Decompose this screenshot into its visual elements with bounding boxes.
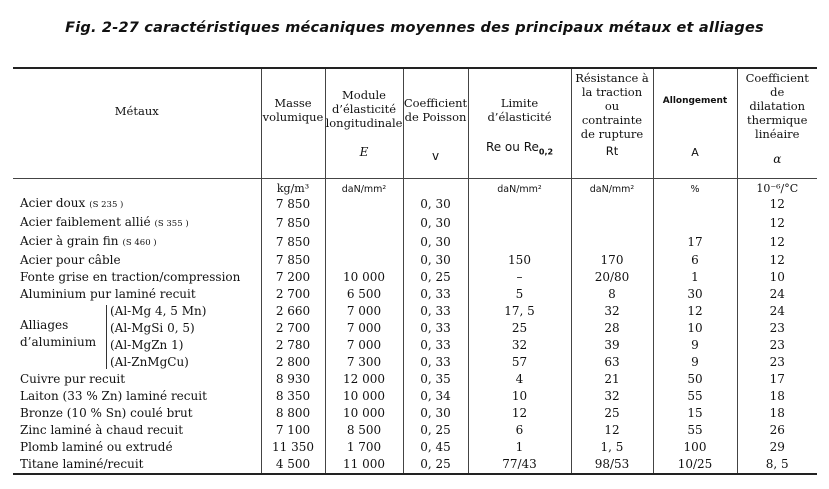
- cell-limite: 6: [468, 422, 571, 439]
- unit-masse: kg/m³: [261, 179, 325, 196]
- cell-masse: 7 100: [261, 422, 325, 439]
- header-module-line2: d’élasticité: [331, 102, 397, 116]
- cell-module: [325, 233, 403, 252]
- cell-poisson: 0, 30: [403, 214, 468, 233]
- header-masse-line1: Masse: [274, 96, 312, 110]
- table-row: [13, 354, 817, 371]
- cell-allongement: 15: [653, 405, 737, 422]
- unit-allongement: %: [653, 179, 737, 196]
- cell-dilatation: 12: [737, 214, 817, 233]
- metal-grade-note: (S 355 ): [154, 219, 189, 229]
- cell-module: 8 500: [325, 422, 403, 439]
- cell-allongement: 55: [653, 422, 737, 439]
- metal-name: Fonte grise en traction/compression: [20, 270, 241, 284]
- header-resistance-line1: Résistance à: [575, 71, 649, 85]
- header-module-line1: Module: [342, 88, 386, 102]
- cell-metal: [13, 439, 261, 456]
- header-limite: [468, 68, 571, 179]
- table-row: [13, 337, 817, 354]
- cell-masse: 2 660: [261, 303, 325, 320]
- cell-dilatation: 23: [737, 337, 817, 354]
- cell-allongement: 17: [653, 233, 737, 252]
- metal-grade-note: (S 235 ): [89, 200, 124, 210]
- unit-resistance: daN/mm²: [571, 179, 653, 196]
- cell-resistance: 8: [571, 286, 653, 303]
- cell-poisson: 0, 30: [403, 252, 468, 269]
- cell-limite: 57: [468, 354, 571, 371]
- cell-module: 6 500: [325, 286, 403, 303]
- cell-dilatation: 23: [737, 354, 817, 371]
- cell-poisson: 0, 25: [403, 456, 468, 474]
- cell-masse: 2 800: [261, 354, 325, 371]
- header-metaux-label: Métaux: [114, 104, 159, 118]
- table-row: [13, 371, 817, 388]
- cell-limite: 1: [468, 439, 571, 456]
- cell-resistance: 12: [571, 422, 653, 439]
- metal-name: Laiton (33 % Zn) laminé recuit: [20, 389, 207, 403]
- cell-poisson: 0, 30: [403, 195, 468, 214]
- cell-poisson: 0, 33: [403, 286, 468, 303]
- header-limite-symbol-text: Re ou Re: [485, 140, 539, 154]
- header-resistance: [571, 68, 653, 179]
- table-row: [13, 214, 817, 233]
- header-metaux: [13, 68, 261, 179]
- cell-allongement: [653, 195, 737, 214]
- cell-limite: 17, 5: [468, 303, 571, 320]
- cell-masse: 2 780: [261, 337, 325, 354]
- metal-name: (Al-ZnMgCu): [110, 355, 189, 369]
- cell-resistance: 28: [571, 320, 653, 337]
- metal-grade-note: (S 460 ): [122, 238, 157, 248]
- cell-dilatation: 18: [737, 405, 817, 422]
- cell-allongement: 10/25: [653, 456, 737, 474]
- cell-allongement: 30: [653, 286, 737, 303]
- cell-resistance: 32: [571, 303, 653, 320]
- cell-resistance: 1, 5: [571, 439, 653, 456]
- metal-name: Bronze (10 % Sn) coulé brut: [20, 406, 193, 420]
- units-metaux: [13, 179, 261, 196]
- cell-masse: 7 850: [261, 214, 325, 233]
- table-row: [13, 422, 817, 439]
- header-dilatation-symbol: α: [773, 152, 782, 166]
- header-module-line3: longitudinale: [325, 116, 403, 130]
- cell-dilatation: 12: [737, 252, 817, 269]
- table-row: [13, 233, 817, 252]
- cell-module: [325, 214, 403, 233]
- metal-name: (Al-MgSi 0, 5): [110, 321, 195, 335]
- cell-limite: 25: [468, 320, 571, 337]
- cell-metal: [13, 405, 261, 422]
- cell-resistance: 25: [571, 405, 653, 422]
- header-dilatation: [737, 68, 817, 179]
- cell-metal: [13, 286, 261, 303]
- header-resistance-symbol: Rt: [605, 144, 619, 158]
- cell-dilatation: 18: [737, 388, 817, 405]
- cell-dilatation: 8, 5: [737, 456, 817, 474]
- cell-allongement: 100: [653, 439, 737, 456]
- table-row: [13, 195, 817, 214]
- header-module: [325, 68, 403, 179]
- cell-module: 10 000: [325, 388, 403, 405]
- cell-resistance: 32: [571, 388, 653, 405]
- header-poisson-line1: Coefficient: [403, 96, 468, 110]
- figure-title: Fig. 2-27 caractéristiques mécaniques moyennes des principaux métaux et alliages: [65, 20, 764, 36]
- cell-allongement: 10: [653, 320, 737, 337]
- header-resistance-line2: la traction: [581, 85, 643, 99]
- cell-masse: 2 700: [261, 320, 325, 337]
- cell-allongement: 9: [653, 354, 737, 371]
- cell-resistance: 63: [571, 354, 653, 371]
- cell-limite: –: [468, 269, 571, 286]
- header-masse-line2: volumique: [262, 110, 324, 124]
- table-row: [13, 286, 817, 303]
- cell-allongement: 9: [653, 337, 737, 354]
- unit-module: daN/mm²: [325, 179, 403, 196]
- cell-poisson: 0, 25: [403, 269, 468, 286]
- cell-masse: 4 500: [261, 456, 325, 474]
- metal-name: Titane laminé/recuit: [20, 457, 144, 471]
- header-module-symbol: E: [359, 145, 369, 159]
- table-row: [13, 303, 817, 320]
- table-row: [13, 320, 817, 337]
- header-dilatation-line2: de: [770, 85, 785, 99]
- header-dilatation-line5: linéaire: [755, 127, 800, 141]
- metal-name: Acier faiblement allié: [20, 215, 151, 229]
- cell-poisson: 0, 33: [403, 337, 468, 354]
- cell-module: 1 700: [325, 439, 403, 456]
- cell-module: [325, 195, 403, 214]
- cell-limite: 150: [468, 252, 571, 269]
- cell-metal: [13, 195, 261, 214]
- cell-allongement: 50: [653, 371, 737, 388]
- properties-table: [13, 67, 817, 475]
- cell-module: 7 000: [325, 337, 403, 354]
- cell-limite: 77/43: [468, 456, 571, 474]
- table-row: [13, 405, 817, 422]
- cell-resistance: [571, 233, 653, 252]
- cell-module: 11 000: [325, 456, 403, 474]
- cell-metal: [13, 269, 261, 286]
- cell-resistance: [571, 214, 653, 233]
- cell-dilatation: 24: [737, 303, 817, 320]
- table-body: [13, 195, 817, 474]
- cell-masse: 7 200: [261, 269, 325, 286]
- cell-metal: [13, 214, 261, 233]
- header-poisson-line2: de Poisson: [404, 110, 467, 124]
- header-allongement-label: Allongement: [662, 96, 728, 106]
- cell-resistance: [571, 195, 653, 214]
- cell-dilatation: 17: [737, 371, 817, 388]
- cell-poisson: 0, 30: [403, 405, 468, 422]
- metal-name: Aluminium pur laminé recuit: [20, 287, 196, 301]
- cell-metal: [13, 337, 261, 354]
- alloy-group-line: d’aluminium: [20, 335, 97, 349]
- cell-limite: 32: [468, 337, 571, 354]
- cell-limite: [468, 214, 571, 233]
- cell-masse: 2 700: [261, 286, 325, 303]
- header-resistance-line4: contrainte: [581, 113, 643, 127]
- header-poisson-symbol: v: [431, 149, 440, 163]
- cell-poisson: 0, 25: [403, 422, 468, 439]
- header-masse: [261, 68, 325, 179]
- cell-module: 7 000: [325, 320, 403, 337]
- unit-dilatation: 10⁻⁶/°C: [737, 179, 817, 196]
- metal-name: (Al-Mg 4, 5 Mn): [110, 304, 207, 318]
- cell-module: 10 000: [325, 405, 403, 422]
- cell-masse: 7 850: [261, 233, 325, 252]
- cell-metal: [13, 233, 261, 252]
- cell-resistance: 21: [571, 371, 653, 388]
- metal-name: Acier doux: [20, 196, 86, 210]
- cell-metal: [13, 371, 261, 388]
- cell-metal: [13, 354, 261, 371]
- metal-name: Plomb laminé ou extrudé: [20, 440, 173, 454]
- cell-limite: 4: [468, 371, 571, 388]
- header-poisson: [403, 68, 468, 179]
- cell-poisson: 0, 35: [403, 371, 468, 388]
- cell-dilatation: 12: [737, 233, 817, 252]
- header-dilatation-line4: thermique: [747, 113, 808, 127]
- table-row: [13, 388, 817, 405]
- cell-resistance: 20/80: [571, 269, 653, 286]
- metal-name: Zinc laminé à chaud recuit: [20, 423, 184, 437]
- table-row: [13, 252, 817, 269]
- cell-allongement: 55: [653, 388, 737, 405]
- header-limite-line1: Limite: [500, 96, 539, 110]
- cell-masse: 8 350: [261, 388, 325, 405]
- cell-metal: [13, 422, 261, 439]
- cell-dilatation: 29: [737, 439, 817, 456]
- cell-dilatation: 26: [737, 422, 817, 439]
- cell-poisson: 0, 45: [403, 439, 468, 456]
- cell-module: 10 000: [325, 269, 403, 286]
- cell-masse: 11 350: [261, 439, 325, 456]
- header-resistance-line5: de rupture: [580, 127, 644, 141]
- cell-module: 7 000: [325, 303, 403, 320]
- cell-allongement: [653, 214, 737, 233]
- header-limite-symbol-sub: 0,2: [538, 147, 554, 157]
- cell-limite: [468, 233, 571, 252]
- cell-poisson: 0, 33: [403, 320, 468, 337]
- cell-limite: 10: [468, 388, 571, 405]
- cell-metal: [13, 320, 261, 337]
- cell-module: 12 000: [325, 371, 403, 388]
- cell-allongement: 6: [653, 252, 737, 269]
- cell-masse: 7 850: [261, 252, 325, 269]
- cell-dilatation: 10: [737, 269, 817, 286]
- cell-metal: [13, 252, 261, 269]
- cell-metal: [13, 388, 261, 405]
- header-limite-symbol: [469, 140, 571, 156]
- header-allongement: [653, 68, 737, 179]
- cell-metal: [13, 456, 261, 474]
- cell-module: [325, 252, 403, 269]
- table-row: [13, 269, 817, 286]
- header-resistance-line3: ou: [604, 99, 620, 113]
- header-dilatation-line1: Coefficient: [745, 71, 809, 85]
- metal-name: Acier pour câble: [20, 253, 121, 267]
- cell-masse: 8 930: [261, 371, 325, 388]
- cell-dilatation: 24: [737, 286, 817, 303]
- cell-poisson: 0, 34: [403, 388, 468, 405]
- unit-limite: daN/mm²: [468, 179, 571, 196]
- alloy-group-line: Alliages: [20, 318, 69, 332]
- header-allongement-symbol: A: [691, 146, 699, 159]
- cell-allongement: 1: [653, 269, 737, 286]
- cell-poisson: 0, 33: [403, 354, 468, 371]
- cell-poisson: 0, 30: [403, 233, 468, 252]
- metal-name: Cuivre pur recuit: [20, 372, 126, 386]
- cell-dilatation: 23: [737, 320, 817, 337]
- cell-resistance: 39: [571, 337, 653, 354]
- header-limite-line2: d’élasticité: [487, 110, 552, 124]
- cell-poisson: 0, 33: [403, 303, 468, 320]
- metal-name: (Al-MgZn 1): [110, 338, 184, 352]
- cell-masse: 7 850: [261, 195, 325, 214]
- cell-masse: 8 800: [261, 405, 325, 422]
- cell-limite: 12: [468, 405, 571, 422]
- cell-resistance: 98/53: [571, 456, 653, 474]
- cell-limite: 5: [468, 286, 571, 303]
- cell-module: 7 300: [325, 354, 403, 371]
- cell-limite: [468, 195, 571, 214]
- metal-name: Acier à grain fin: [20, 234, 119, 248]
- unit-poisson: [403, 179, 468, 196]
- cell-resistance: 170: [571, 252, 653, 269]
- cell-dilatation: 12: [737, 195, 817, 214]
- cell-allongement: 12: [653, 303, 737, 320]
- table-row: [13, 456, 817, 474]
- table-row: [13, 439, 817, 456]
- header-dilatation-line3: dilatation: [749, 99, 806, 113]
